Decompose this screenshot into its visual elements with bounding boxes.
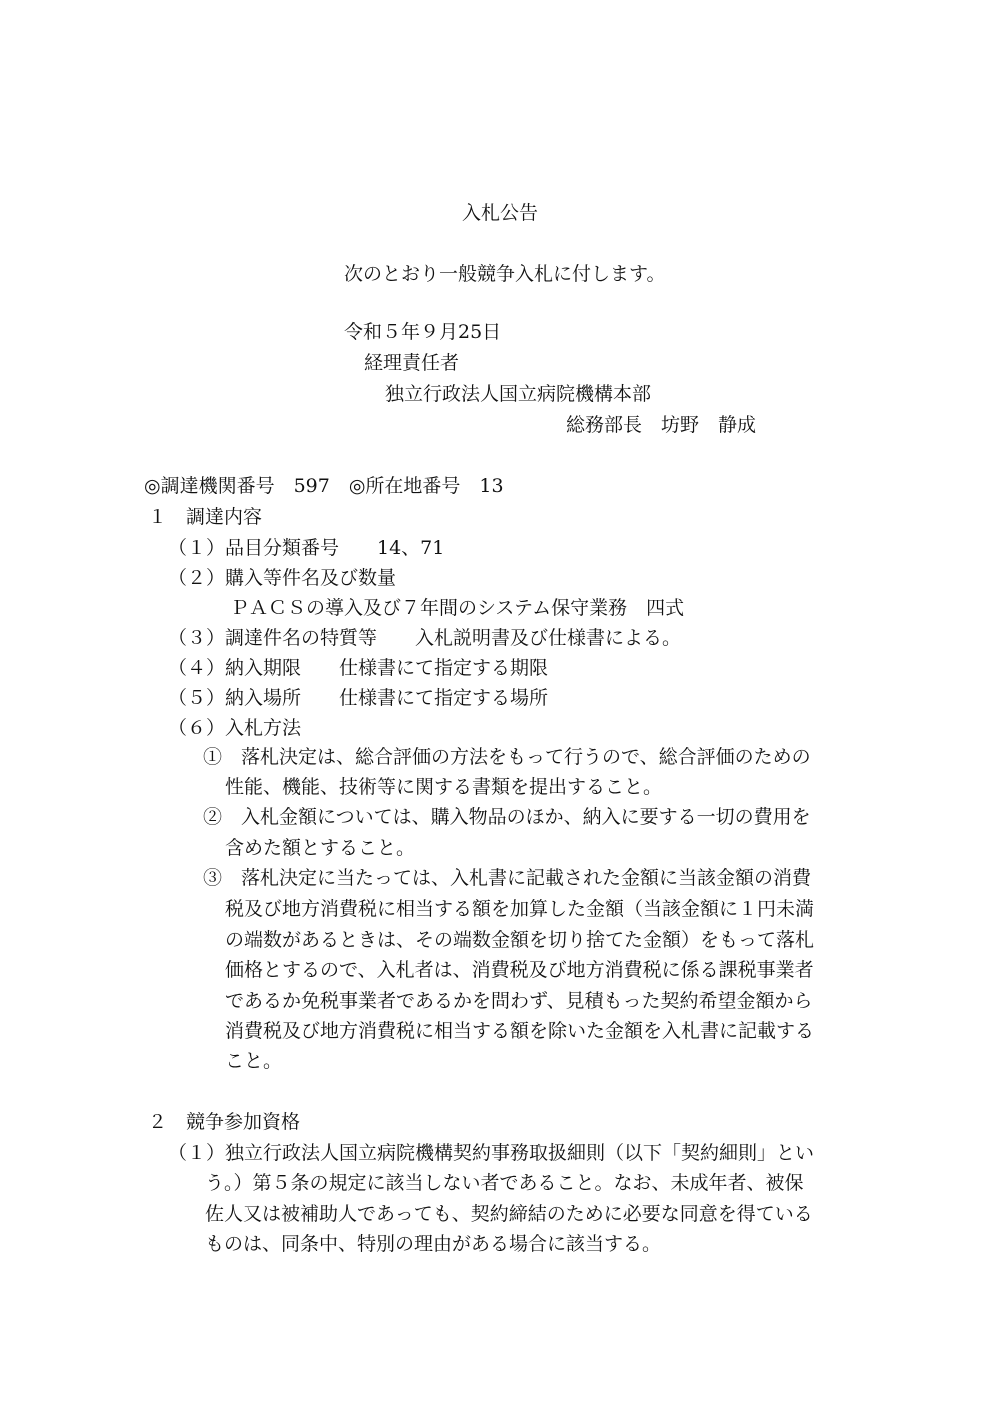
section-1-item-5: （５）納入場所 仕様書にて指定する場所 — [168, 687, 549, 709]
section-1-heading: １ 調達内容 — [148, 506, 263, 528]
intro-text: 次のとおり一般競争入札に付します。 — [344, 263, 666, 285]
method-3-line-7: こと。 — [225, 1050, 283, 1072]
section-1-item-6: （６）入札方法 — [168, 717, 302, 739]
method-3-line-4: 価格とするので、入札者は、消費税及び地方消費税に係る課税事業者 — [225, 959, 814, 981]
section-1-item-4: （４）納入期限 仕様書にて指定する期限 — [168, 657, 549, 679]
signatory-name: 総務部長 坊野 静成 — [566, 414, 757, 436]
method-1-line-1: ① 落札決定は、総合評価の方法をもって行うので、総合評価のための — [203, 746, 811, 768]
procurement-identifiers: ◎調達機関番号 597 ◎所在地番号 13 — [144, 475, 504, 497]
section-2-item-1-line-4: ものは、同条中、特別の理由がある場合に該当する。 — [205, 1233, 662, 1255]
signatory-organization: 独立行政法人国立病院機構本部 — [385, 383, 652, 405]
section-1-item-3: （３）調達件名の特質等 入札説明書及び仕様書による。 — [168, 627, 682, 649]
signatory-role: 経理責任者 — [364, 352, 460, 374]
section-2-item-1-line-3: 佐人又は被補助人であっても、契約締結のために必要な同意を得ている — [205, 1203, 813, 1225]
section-1-item-2: （２）購入等件名及び数量 — [168, 567, 397, 589]
method-3-line-3: の端数があるときは、その端数金額を切り捨てた金額）をもって落札 — [225, 929, 815, 951]
method-2-line-2: 含めた額とすること。 — [225, 837, 416, 859]
section-2-item-1-line-1: （１）独立行政法人国立病院機構契約事務取扱細則（以下「契約細則」とい — [168, 1142, 815, 1164]
notice-date: 令和５年９月25日 — [344, 321, 502, 343]
method-1-line-2: 性能、機能、技術等に関する書類を提出すること。 — [225, 776, 663, 798]
section-1-item-2-detail: ＰＡＣＳの導入及び７年間のシステム保守業務 四式 — [230, 597, 685, 619]
page-title: 入札公告 — [462, 202, 539, 224]
method-2-line-1: ② 入札金額については、購入物品のほか、納入に要する一切の費用を — [203, 806, 811, 828]
method-3-line-6: 消費税及び地方消費税に相当する額を除いた金額を入札書に記載する — [225, 1020, 815, 1042]
section-1-item-1: （１）品目分類番号 14、71 — [168, 537, 445, 559]
method-3-line-2: 税及び地方消費税に相当する額を加算した金額（当該金額に１円未満 — [225, 898, 815, 920]
method-3-line-5: であるか免税事業者であるかを問わず、見積もった契約希望金額から — [225, 990, 813, 1012]
section-2-heading: ２ 競争参加資格 — [148, 1111, 301, 1133]
method-3-line-1: ③ 落札決定に当たっては、入札書に記載された金額に当該金額の消費 — [203, 867, 812, 889]
section-2-item-1-line-2: う。）第５条の規定に該当しない者であること。なお、未成年者、被保 — [205, 1172, 804, 1194]
